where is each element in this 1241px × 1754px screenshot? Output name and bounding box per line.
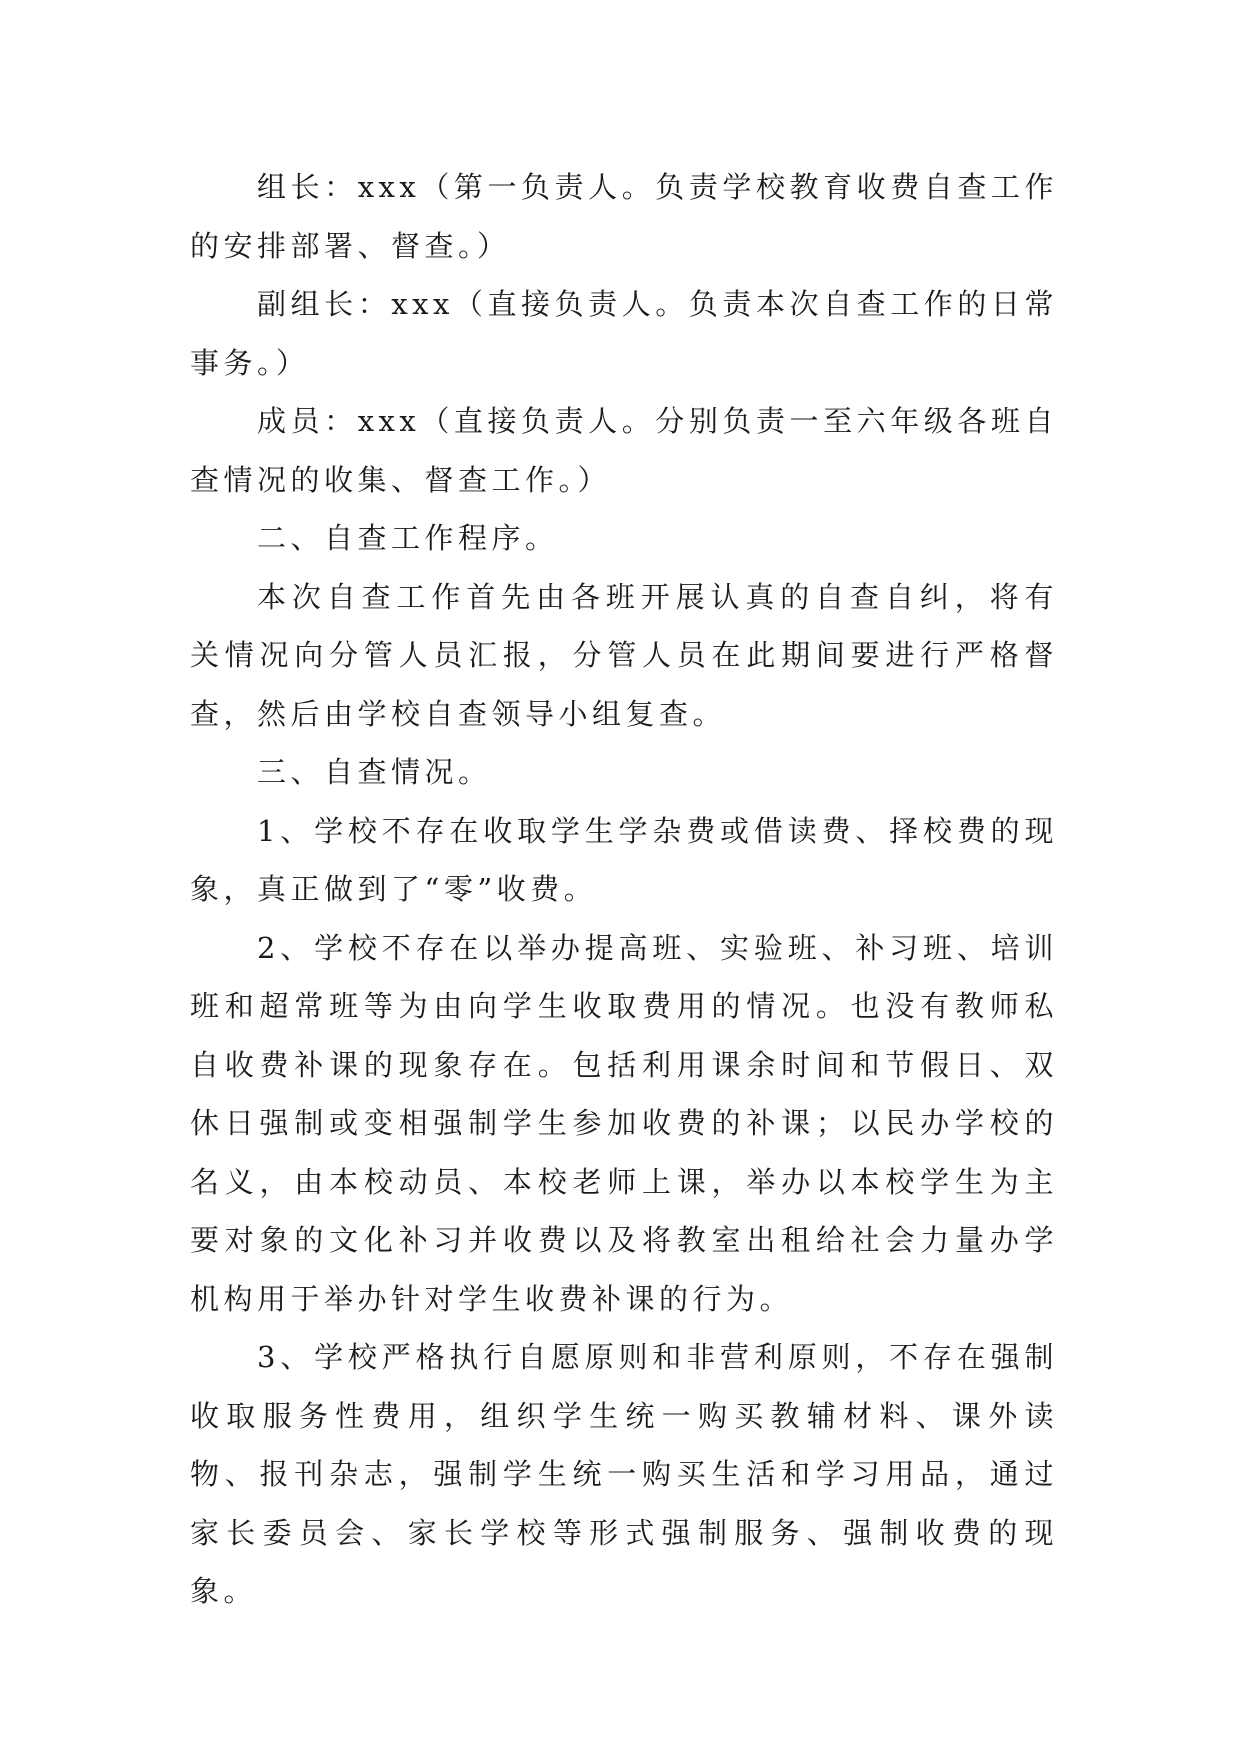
paragraph-finding-1: 1、学校不存在收取学生学杂费或借读费、择校费的现象，真正做到了“零”收费。: [190, 813, 1058, 906]
paragraph-group-leader: 组长：xxx（第一负责人。负责学校教育收费自查工作的安排部署、督查。）: [190, 170, 1058, 263]
paragraph-finding-3: 3、学校严格执行自愿原则和非营利原则，不存在强制收取服务性费用，组织学生统一购买教辅材料、课外读物、报刊杂志，强制学生统一购买生活和学习用品，通过家长委员会、家长学校等形式强制服务、强制收费的现象。: [190, 1340, 1058, 1608]
paragraph-finding-2: 2、学校不存在以举办提高班、实验班、补习班、培训班和超常班等为由向学生收取费用的情况。也没有教师私自收费补课的现象存在。包括利用课余时间和节假日、双休日强制或变相强制学生参加收费的补课；以民办学校的名义，由本校动员、本校老师上课，举办以本校学生为主要对象的文化补习并收费以及将教室出租给社会力量办学机构用于举办针对学生收费补课的行为。: [190, 930, 1058, 1316]
section-heading-procedure: 二、自查工作程序。: [257, 521, 559, 555]
paragraph-procedure: 本次自查工作首先由各班开展认真的自查自纠，将有关情况向分管人员汇报，分管人员在此期间要进行严格督查，然后由学校自查领导小组复查。: [190, 579, 1058, 731]
section-heading-findings: 三、自查情况。: [257, 755, 492, 789]
document-body: [190, 158, 1058, 1621]
paragraph-deputy-leader: 副组长：xxx（直接负责人。负责本次自查工作的日常事务。）: [190, 287, 1058, 380]
paragraph-members: 成员：xxx（直接负责人。分别负责一至六年级各班自查情况的收集、督查工作。）: [190, 404, 1058, 497]
